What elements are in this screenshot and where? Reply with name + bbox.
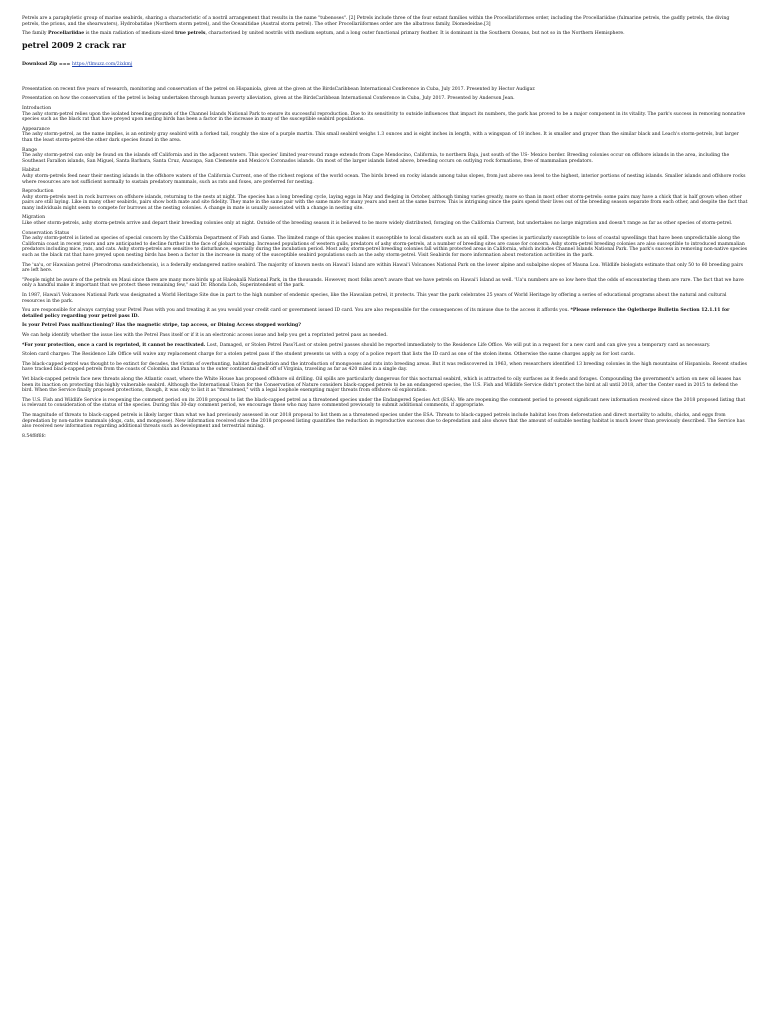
pass-question: Is your Petrel Pass malfunctioning? Has the magnetic stripe, tap access, or Dining Access stopped working? [22, 323, 301, 329]
blackcapped-paragraph-3: The U.S. Fish and Wildlife Service is reopening the comment period on its 2018 proposal to list the black-capped petrel as a threatened species under the Endangered Species Act (ESA). We are reopening the comment period to present significant new information received since the 2018 proposed listing that is relevant to consideration of the status of the species. During this 30-day comment period, we encourage those who may have commented previously to submit additional comments, if appropriate. [22, 397, 746, 409]
pass-paragraph-3: *For your protection, once a card is reprinted, it cannot be reactivated. Lost, Damaged, or Stolen Petrel Pass?Lost or stolen petrel passes should be reported immediately to the Residence Life Office. We will put in a request for a new card and can give you a temporary card as necessary. [22, 342, 711, 348]
section-heading-conservation: Conservation Status [22, 230, 70, 236]
presentation-paragraph-2: Presentation on how the conservation of the petrel is being undertaken through human poverty alleviation, given at the BirdsCaribbean International Conference in Cuba, July 2017. Presented by Anderson Jean. [22, 96, 515, 102]
bulletin-reference: *Please reference the Oglethorpe Bulletin Section 12.1.11 for detailed policy regarding your petrel pass ID. [22, 308, 730, 319]
family-name: Procellariidae [48, 31, 85, 37]
document-page [22, 16, 748, 439]
pass-paragraph-2: We can help identify whether the issue lies with the Petrel Pass itself or if it is an electronic access issue and help you get a reprinted petrel pass as needed. [22, 332, 388, 338]
section-body-appearance: The ashy storm-petrel, as the name implies, is an entirely gray seabird with a forked tail, roughly the size of a purple martin. This small seabird weighs 1.3 ounces and is eight inches in length, with a wingspan of 18 inches. It is smaller and grayer than the similar black and Leach's storm-petrels, but larger than the least storm-petrel-the other dark species found in the area. [22, 132, 739, 143]
blackcapped-paragraph-4: The magnitude of threats to black-capped petrels is likely larger than what we had previously assessed in our 2018 proposal to list them as a threatened species under the ESA. Threats to black-capped petrels include habitat loss from deforestation and direct mortality to adults, chicks, and eggs from depredation by non-native mammals (dogs, cats, and mongoose). New information received since the 2018 proposed listing quantifies the reduction in reproductive success due to depredation and also shows that the amount of suitable nesting habitat is much lower than previously described. The Service has also received new information regarding additional threats such as development and terrestrial mining. [22, 412, 745, 430]
footer-id: 8.54f8f6fc [22, 433, 46, 439]
pass-paragraph-1: You are responsible for always carrying your Petrel Pass with you and treating it as you would your credit card or government issued ID card. You are also responsible for the consequences of its misuse due to the access it affords you. *Please reference the Oglethorpe Bulletin Section 12.1.11 for detailed policy regarding your petrel pass ID. [22, 308, 730, 319]
section-heading-migration: Migration [22, 215, 46, 221]
section-body-range: The ashy storm-petrel can only be found on the islands off California and in the adjacent waters. This species' limited year-round range extends from Cape Mendocino, California, to northern Baja, just south of the US- Mexico border. Breeding colonies occur on offshore islands in the area, including the Southeast Farallon islands, San Miguel, Santa Barbara, Santa Cruz, Anacapa, San Clemente and Mexico's Coronados islands. On most of the larger islands listed above, breeding occurs on outlying rock formations, free of mammalian predators. [22, 153, 730, 164]
section-body-reproduction: Ashy storm-petrels nest in rock burrows on offshore islands, returning to the nests at night. The species has a long breeding cycle, laying eggs in May and fledging in October, although timing varies greatly, more so than in most other storm-petrels: some pairs may have a chick that is half grown when other pairs are still laying. Like in many other seabirds, pairs show both mate and site fidelity. They mate in the same pair with the same mate for many years and nest at the same burrow. This is intriguing since the pairs spend their lives out of the breeding season separate from each other, and despite the fact that many individuals might seem to compete for burrows at the nesting colonies. A change in mate is usually associated with a change in nesting site. [22, 194, 748, 211]
reactivation-warning: *For your protection, once a card is reprinted, it cannot be reactivated. [22, 342, 206, 348]
pass-paragraph-4: Stolen card charges: The Residence Life Office will waive any replacement charge for a stolen petrel pass if the student presents us with a copy of a police report that lists the ID card as one of the stolen items. Otherwise the same charges apply as for lost cards. [22, 352, 635, 358]
family-paragraph: The family Procellariidae is the main radiation of medium-sized true petrels, characterised by united nostrils with medium septum, and a long outer functional primary feather. It is dominant in the Southern Oceans, but not so in the Northern Hemisphere. [22, 31, 625, 37]
section-body-conservation: The ashy storm-petrel is listed as species of special concern by the California Department of Fish and Game. The limited range of this species makes it susceptible to local disasters such as an oil spill. The species is particularly susceptible to loss of coastal upwellings that have been unpredictable along the California coast in recent years and are anticipated to decline further in the face of global warming. Increased populations of western gulls, predators of ashy storm-petrels, at a number of breeding sites are cause for concern. Ashy storm-petrel breeding colonies are also susceptible to introduced mammalian predators including mice, rats, and cats. Ashy storm-petrels are sensitive to disturbance, especially during the incubation period. Most ashy storm-petrel breeding colonies fall within protected areas in California, which includes Channel Islands National Park. The park's success in removing non-native species such as the black rat that have preyed upon nesting birds has been a factor in the increase in many of the susceptible seabird populations such as the ashy storm-petrel. Visit Seabirds for more information about restoration activities in the park. [22, 236, 748, 259]
download-line [22, 62, 748, 67]
blackcapped-paragraph-2: Yet black-capped petrels face new threats along the Atlantic coast, where the White House has proposed offshore oil drilling. Oil spills are particularly dangerous for this nocturnal seabird, which is attracted to oily surfaces as it feeds and forages. Compounding the government's action on new oil leases has been its inaction on protecting this highly vulnerable seabird. Although the International Union for the Conservation of Nature considers black-capped petrels to be an endangered species, the U.S. Fish and Wildlife Service didn't protect the bird at all until 2018, after the Center sued in 2015 to defend the bird. When the Service finally proposed protections, though, it was only to list it as "threatened," with a legal loophole exempting major threats from offshore oil exploration. [22, 376, 741, 394]
intro-paragraph: Petrels are a paraphyletic group of marine seabirds, sharing a characteristic of a nostril arrangement that results in the name "tubenoses". [2] Petrels include three of the four extant families within the Procellariiformes order, including the Procellariidae (fulmarine petrels, the gadfly petrels, the diving petrels, the prions, and the shearwaters), Hydrobatidae (Northern storm petrel), and the Oceanitidae (Austral storm petrel). The other Procellariiformes order are the albatross family, Diomedeidae.[3] [22, 16, 730, 27]
section-body-migration: Like other storm-petrels, ashy storm-petrels arrive and depart their breeding colonies only at night. Outside of the breeding season it is believed to be more widely distributed, foraging on the California Current, but undertakes no large migration and doesn't range as far as other species of storm-petrel. [22, 221, 733, 227]
section-heading-range: Range [22, 147, 37, 153]
hawaii-paragraph-3: In 1987, Hawai'i Volcanoes National Park was designated a World Heritage Site due in part to the high number of endemic species, like the Hawaiian petrel, it protects. This year the park celebrates 25 years of World Heritage by offering a series of educational programs about the natural and cultural resources in the park. [22, 293, 727, 304]
section-body-habitat: Ashy storm-petrels feed near their nesting islands in the offshore waters of the California Current, one of the richest regions of the world ocean. The birds breed on rocky islands among talus slopes, from just above sea level to the highest, interior portions of nesting islands. Smaller islands and offshore rocks where resources are not sufficient normally to sustain predatory mammals, such as rats and foxes, are preferred for nesting. [22, 173, 746, 185]
hawaii-paragraph-2: "People might be aware of the petrels on Maui since there are many more birds up at Haleakalā National Park, in the thousands. However, most folks aren't aware that we have petrels on Hawai'i Island as well. 'Ua'u numbers are so low here that the odds of encountering them are rare. The fact that we have only a handful make it important that we protect these remaining few," said Dr. Rhonda Loh, Superintendent of the park. [22, 277, 744, 289]
download-link[interactable]: https://tlmuzz.com/2ixkmj [72, 61, 133, 67]
hawaii-paragraph-1: The 'ua'u, or Hawaiian petrel (Pterodroma sandwichensis), is a federally endangered native seabird. The majority of known nests on Hawai'i Island are within Hawai'i Volcanoes National Park on the lower alpine and subalpine slopes of Mauna Loa. Wildlife biologists estimate that only 50 to 60 breeding pairs are left here. [22, 262, 743, 274]
section-heading-habitat: Habitat [22, 168, 40, 174]
section-heading-appearance: Appearance [22, 126, 50, 132]
section-heading-reproduction: Reproduction [22, 189, 54, 195]
blackcapped-paragraph-1: The black-capped petrel was thought to be extinct for decades, the victim of overhunting, habitat degradation and the introduction of mongooses and rats into breeding areas. But it was rediscovered in 1963, when researchers identified 13 breeding colonies in the high mountains of Hispaniola. Recent studies have tracked black-capped petrels from the coasts of Colombia and Panama to the outer continental shelf off of Virginia, traveling as far as 420 miles in a single day. [22, 361, 748, 373]
presentation-paragraph-1: Presentation on recent five years of research, monitoring and conservation of the petrel on Hispaniola, given at the given at the BirdsCaribbean International Conference in Cuba, July 2017. Presented by Hector Audigar. [22, 86, 536, 92]
true-petrels-term: true petrels [175, 31, 206, 37]
section-body-introduction: The ashy storm-petrel relies upon the isolated breeding grounds of the Channel Islands National Park to ensure its successful reproduction. Due to its sensitivity to outside influences that impact its numbers, the park has proved to be a major component in its vitality. The park's success in removing nonnative species such as the black rat that have preyed upon nesting birds has been a factor in the increase in many of the susceptible seabird populations. [22, 111, 746, 123]
section-heading-introduction: Introduction [22, 105, 52, 111]
download-label: Download Zip === [22, 61, 71, 67]
page-title: petrel 2009 2 crack rar [22, 39, 126, 50]
